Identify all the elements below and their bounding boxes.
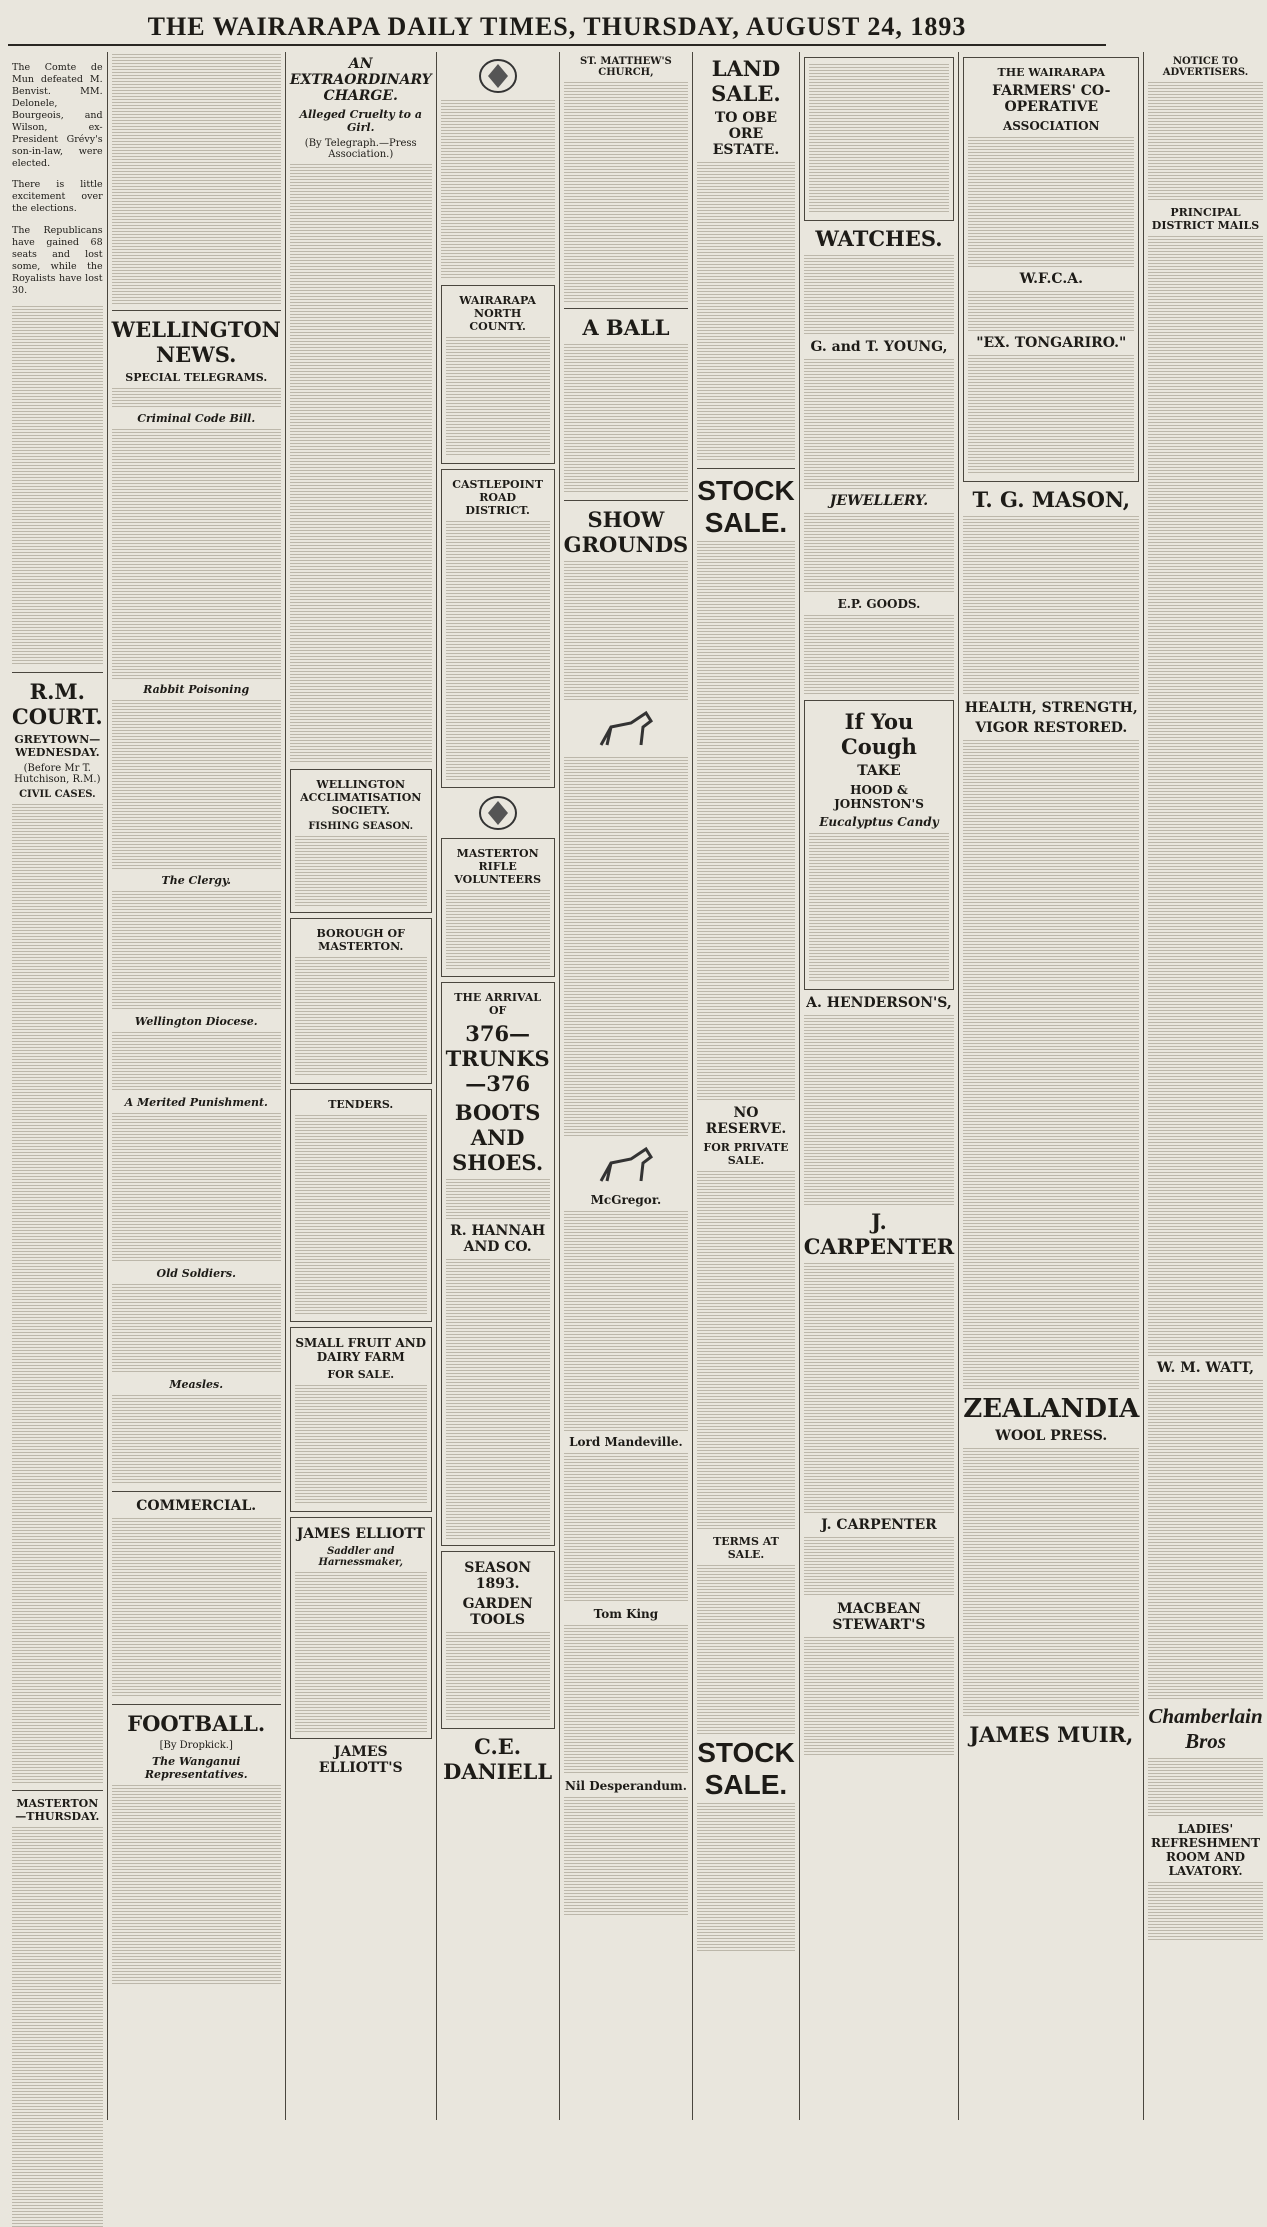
subheading: CIVIL CASES. [19,789,96,800]
masthead-rule [8,44,1106,46]
column-7 [800,52,960,2120]
columns [8,52,1263,2120]
ad-title: THE WAIRARAPA [997,66,1106,79]
subheading: SPECIAL TELEGRAMS. [125,371,268,384]
column-2 [108,52,286,2120]
crest-icon [476,793,520,833]
masthead [0,0,1114,44]
ad-title: TERMS AT SALE. [713,1535,779,1561]
ad-headline: STOCK SALE. [697,475,795,538]
ad-headline: If You Cough [840,709,917,759]
ad-title: E.P. GOODS. [837,597,921,611]
advertisement [441,1551,555,1729]
ad-title: Nil Desperandum. [564,1779,687,1793]
ad-title: HEALTH, STRENGTH, [964,700,1138,716]
subheading: Alleged Cruelty to a Girl. [299,108,422,134]
news-para: There is little excitement over the elections. [12,179,103,214]
ad-headline: STOCK SALE. [697,1737,795,1800]
section-heading: WELLINGTON NEWS. [111,317,281,367]
ad-title: FARMERS' CO-OPERATIVE [992,83,1111,115]
ad-title: Tom King [593,1607,659,1621]
ad-title: ASSOCIATION [1002,119,1100,133]
ad-title: WAIRARAPA NORTH COUNTY. [459,294,536,333]
ad-title: R. HANNAH AND CO. [450,1223,546,1255]
news-para: The Republicans have gained 68 seats and lost some, while the Royalists have lost 30. [12,224,103,296]
ad-title: A BALL [582,315,670,340]
ad-title: NO RESERVE. [705,1105,787,1137]
ad-title: WOOL PRESS. [995,1428,1108,1444]
byline: (Before Mr T. Hutchison, R.M.) [14,763,101,785]
ad-title: W. M. WATT, [1156,1360,1255,1376]
ad-title: VIGOR RESTORED. [975,720,1128,736]
ad-headline: BOOTS AND SHOES. [452,1100,544,1175]
subheading: Criminal Code Bill. [137,412,256,425]
ad-title: SEASON 1893. [464,1560,532,1592]
advertisement [290,769,432,913]
ad-title: WATCHES. [815,226,943,251]
ad-title: MACBEAN STEWART'S [832,1601,926,1633]
ad-title: TO OBE ORE ESTATE. [712,110,780,158]
section-heading: COMMERCIAL. [136,1498,257,1514]
news-para: The Comte de Mun defeated M. Benvist. MM. Delonele, Bourgeois, and Wilson, ex-President Grévy's son-in-law, were elected. [12,61,103,169]
column-8 [959,52,1144,2120]
ad-title: THE ARRIVAL OF [454,991,541,1017]
advertisement [804,57,955,221]
ad-subtitle: FISHING SEASON. [308,821,414,832]
ad-title: LAND SALE. [711,56,781,106]
advertisement [963,57,1139,482]
column-9 [1144,52,1266,2120]
ad-title: SMALL FRUIT AND DAIRY FARM [295,1336,427,1364]
section-heading: AN EXTRAORDINARY CHARGE. [289,56,432,104]
section-heading: FOOTBALL. [127,1711,266,1736]
column-1 [8,52,108,2120]
ad-title: WELLINGTON ACCLIMATISATION SOCIETY. [300,778,422,817]
ad-title: GARDEN TOOLS [462,1596,533,1628]
ad-title: J. CARPENTER [803,1209,955,1259]
column-4 [437,52,560,2120]
ad-title: PRINCIPAL DISTRICT MAILS [1151,206,1260,232]
ad-title: W.F.C.A. [1019,271,1083,287]
ad-title: G. and T. YOUNG, [810,339,948,355]
horse-icon [591,705,661,753]
horse-icon [591,1141,661,1189]
ad-title: LADIES' REFRESHMENT ROOM AND LAVATORY. [1150,1822,1261,1878]
subheading: A Merited Punishment. [124,1096,268,1109]
ad-title: BOROUGH OF MASTERTON. [316,927,405,953]
ad-headline: ZEALANDIA [963,1394,1140,1424]
ad-title: JAMES ELLIOTT'S [318,1744,403,1776]
ad-title: McGregor. [590,1193,662,1207]
ad-title: Lord Mandeville. [569,1435,683,1449]
ad-title: CASTLEPOINT ROAD DISTRICT. [452,478,544,517]
ad-title: MASTERTON RIFLE VOLUNTEERS [454,847,542,886]
advertisement [441,469,555,788]
advertisement [441,838,555,977]
subheading: Wellington Diocese. [134,1015,258,1028]
ad-title: TAKE [857,763,901,779]
ad-title: JAMES MUIR, [969,1722,1134,1747]
subheading: GREYTOWN—WEDNESDAY. [14,733,101,759]
subheading: Rabbit Poisoning [143,683,250,696]
column-6 [693,52,800,2120]
subheading: The Wanganui Representatives. [144,1755,248,1781]
ad-subtitle: Saddler and Harnessmaker, [318,1546,403,1568]
ad-title: JAMES ELLIOTT [296,1526,425,1542]
column-5 [560,52,694,2120]
ad-title: C.E. DANIELL [443,1734,553,1784]
ad-title: "EX. TONGARIRO." [976,335,1127,351]
ad-title: TENDERS. [328,1098,394,1111]
subheading: The Clergy. [161,874,231,887]
ad-title: A. HENDERSON'S, [806,995,952,1011]
ad-title: HOOD & JOHNSTON'S [834,783,924,811]
column-3 [286,52,437,2120]
ad-title: J. CARPENTER [821,1517,937,1533]
advertisement [290,1327,432,1512]
ad-title: JEWELLERY. [829,493,929,509]
advertisement [441,285,555,464]
ad-title: NOTICE TO ADVERTISERS. [1162,56,1249,78]
advertisement [441,982,555,1546]
subheading: Measles. [169,1378,224,1391]
advertisement [290,1517,432,1739]
ad-title: Eucalyptus Candy [819,815,939,829]
subheading: MASTERTON—THURSDAY. [15,1797,100,1823]
subheading: Old Soldiers. [156,1267,236,1280]
ad-title: SHOW GROUNDS [563,507,689,557]
advertisement [290,1089,432,1322]
advertisement [290,918,432,1084]
section-heading: R.M. COURT. [12,679,103,729]
byline: [By Dropkick.] [159,1740,233,1751]
newspaper-title: THE WAIRARAPA DAILY TIMES, THURSDAY, AUGUST 24, 1893 [147,12,967,41]
advertisement [804,700,955,990]
byline: (By Telegraph.—Press Association.) [304,138,417,160]
ad-title: ST. MATTHEW'S CHURCH, [580,56,672,78]
ad-headline: Chamberlain Bros [1148,1704,1263,1753]
ad-title: FOR PRIVATE SALE. [703,1141,789,1167]
ad-headline: 376—TRUNKS—376 [445,1021,550,1096]
crest-icon [476,56,520,96]
ad-subtitle: FOR SALE. [327,1368,395,1381]
ad-title: T. G. MASON, [972,487,1131,512]
